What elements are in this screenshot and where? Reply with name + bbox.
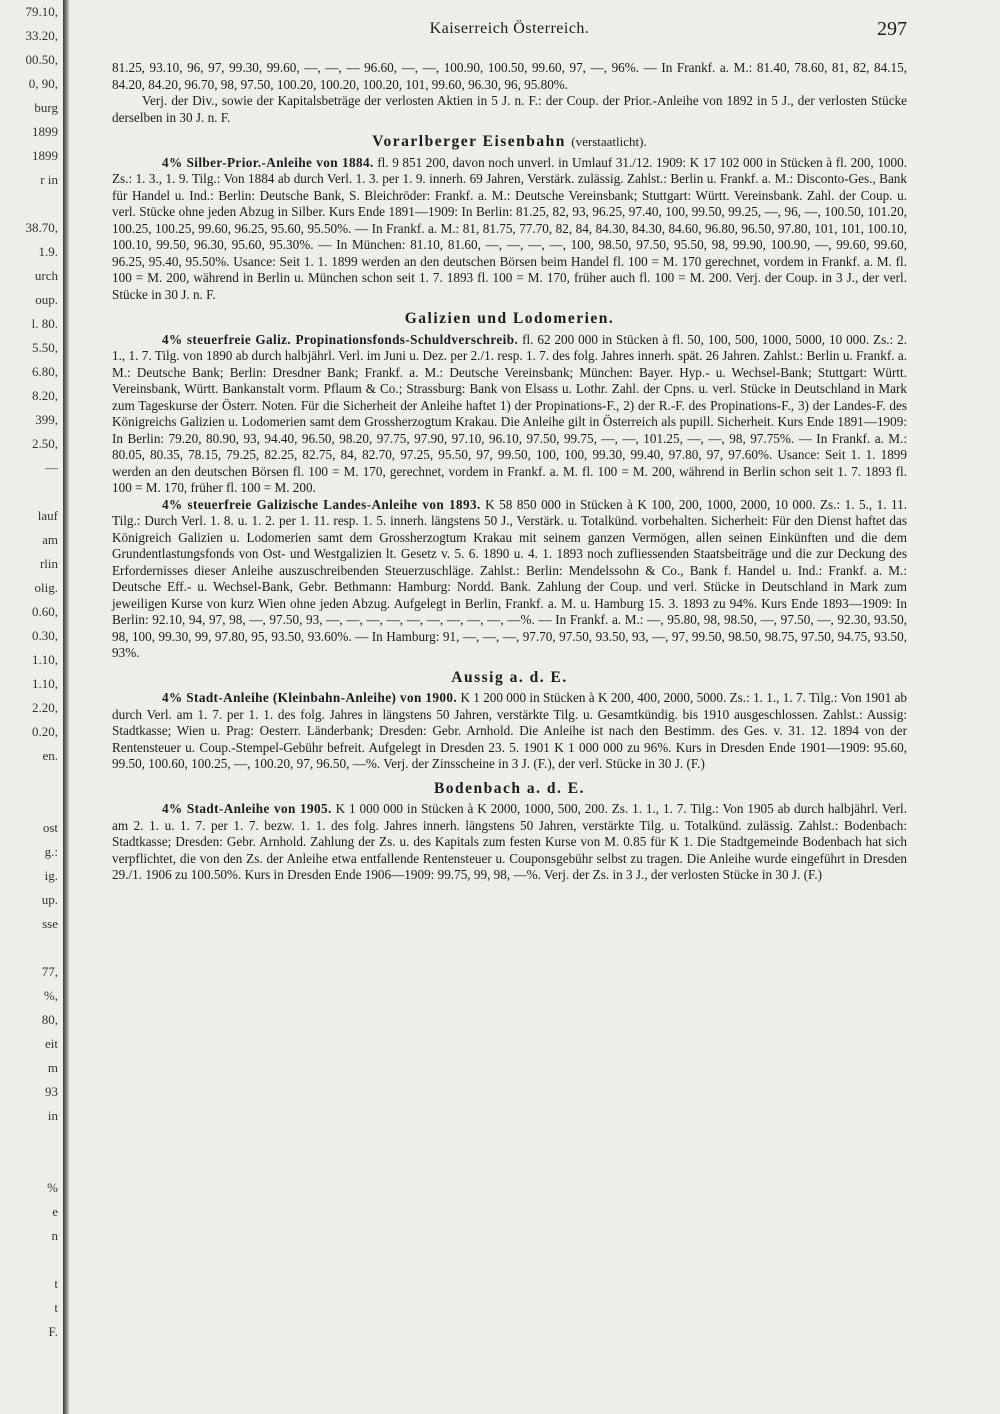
- margin-fragment: 1899: [32, 148, 58, 163]
- margin-fragment: 1.9.: [38, 244, 58, 259]
- margin-fragment: %: [47, 1180, 58, 1195]
- margin-fragment: n: [51, 1228, 58, 1243]
- margin-fragment: 80,: [41, 1012, 58, 1027]
- section-heading-text: Aussig a. d. E.: [451, 668, 568, 686]
- margin-fragment: [0, 1368, 60, 1392]
- margin-fragment: 2.20,: [32, 700, 58, 715]
- section-heading: [112, 134, 907, 151]
- margin-fragment: g.:: [44, 844, 58, 859]
- section-heading-text: Vorarlberger Eisenbahn: [372, 133, 566, 150]
- margin-fragment: r in: [40, 172, 58, 187]
- margin-fragment: 6.80,: [32, 364, 58, 379]
- margin-fragment: 93: [45, 1084, 58, 1099]
- book-gutter: [63, 0, 69, 1414]
- margin-fragment: 5.50,: [32, 340, 58, 355]
- running-head: Kaiserreich Österreich.: [429, 20, 590, 37]
- margin-fragment: —: [45, 460, 58, 475]
- margin-fragment: 77,: [41, 964, 58, 979]
- entry-paragraph: [112, 93, 907, 126]
- bond-title: 4% Stadt-Anleihe (Kleinbahn-Anleihe) von 1900.: [162, 690, 458, 705]
- margin-fragment: lauf: [37, 508, 58, 523]
- margin-fragment: [0, 1344, 60, 1368]
- entry-paragraph: [112, 332, 907, 497]
- entry-text: fl. 62 200 000 in Stücken à fl. 50, 100, 500, 1000, 5000, 10 000. Zs.: 2. 1., 1. 7. Tilg. von 1890 ab durch halbjährl. Verl. im Juni u. Dez. per 2./1. resp. 1. 7. des folg. Jahres innerh. spät. 26 Jahren. Zahlst.: Berlin u. Frankf. a. M.: Deutsche Bank; Berlin: Dresdner Bank; Frankf. a. M.: Deutsche Vereinsbank; München: Bayer. Hyp.- u. Wechsel-Bank; Stuttgart: Württ. Vereinsbank, Württ. Bankanstalt vorm. Pflaum & Co.; Strassburg: Bank von Elsass u. Lothr. Zahl. der Cpns. u. verl. Stücke in Deutschland in Mark zum Tageskurse der Österr. Noten. Für die Sicherheit der Anleihe haftet 1) der Propinations-F., 2) der R.-F. des Propinations-F., 3) der Landes-F. des Königreichs Galizien u. Lodomerien samt dem Grossherzogtum Krakau. Die Anleihe gilt in Österreich als pupill. Sicherheit. Kurs Ende 1891—1909: In Berlin: 79.20, 80.90, 93, 94.40, 96.50, 98.20, 97.75, 97.90, 97.10, 96.10, 97.50, 99.75, —, —, 101.25, —, —, 98, 97.75%. — In Frankf. a. M.: 80.05, 80.35, 78.15, 79.25, 82.25, 82.75, 84, 82.70, 97.25, 95.50, 97, 99.50, 100, 100, 99.30, 99.40, 97.80, 97, 97.60%. Usance: Seit 1. 1. 1899 werden an den deutschen Börsen fl. 100 = M. 170, gerechnet, vordem in Frankf. a. M. fl. 100 = M. 200, während in Berlin schon seit 1. 7. 1893 fl. 100 = M. 170, früher fl. 100 = M. 200.: [112, 331, 908, 495]
- margin-fragment: [0, 1128, 60, 1152]
- margin-fragment: 0.20,: [32, 724, 58, 739]
- bond-title: 4% steuerfreie Galiz. Propinationsfonds-Schuldverschreib.: [162, 331, 519, 347]
- section-heading-note: (verstaatlicht).: [571, 134, 647, 149]
- margin-fragment: %,: [43, 988, 58, 1003]
- margin-fragment: 79.10,: [25, 4, 58, 19]
- margin-fragment: 2.50,: [32, 436, 58, 451]
- margin-fragment: [0, 192, 60, 216]
- margin-fragment: 1.10,: [32, 676, 58, 691]
- margin-fragment: e: [52, 1204, 58, 1219]
- page-number: 297: [877, 18, 907, 40]
- margin-fragment: 1.10,: [32, 652, 58, 667]
- section-heading: [112, 781, 907, 798]
- margin-fragment: urch: [34, 268, 58, 283]
- entry-text: fl. 9 851 200, davon noch unverl. in Umlauf 31./12. 1909: K 17 102 000 in Stücken à fl. 200, 1000. Zs.: 1. 3., 1. 9. Tilg.: Von 1884 ab durch Verl. 1. 3. per 1. 9. innerh. 69 Jahren, Verstärk. zulässig. Zahlst.: Berlin u. Frankf. a. M.: Disconto-Ges., Bank für Handel u. Ind.: Berlin: Deutsche Bank, S. Bleichröder: Frankf. a. M.: Deutsche Vereinsbank; Stuttgart: Württ. Vereinsbank. Zahl. der Coup. u. verl. Stücke ohne jeden Abzug in Silber. Kurs Ende 1891—1909: In Berlin: 81.25, 82, 93, 96.25, 97.40, 100, 99.50, 99.25, —, 96, —, 100.50, 101.20, 100.25, 100.25, 99.60, 96.25, 95.60, 95.50%. — In Frankf. a. M.: 81, 81.75, 77.70, 82, 84, 84.30, 84.30, 84.60, 96.80, 96.50, 97.80, 101, 101, 100.10, 100.10, 99.50, 96.30, 95.60, 95.30%. — In München: 81.10, 81.60, —, —, —, —, 100, 98.50, 97.50, 95.50, 98, 99.90, 100.90, —, 99.60, 99.60, 96.25, 95.40, 95.50%. Usance: Seit 1. 1. 1899 werden an den deutschen Börsen beim Handel fl. 100 = M. 170 gerechnet, vordem in Frankf. a. M. fl. 100 = M. 200, während in Berlin u. München schon seit 1. 7. 1893 fl. 100 = M. 170, früher auch fl. 100 = M. 200. Verj. der Coup. in 3 J., der verl. Stücke in 30 J. n. F.: [112, 154, 907, 302]
- margin-fragment: [0, 1392, 60, 1414]
- bond-title: 4% Silber-Prior.-Anleihe von 1884.: [162, 154, 374, 170]
- page-body: [112, 60, 907, 884]
- margin-fragment: [0, 768, 60, 792]
- margin-fragment: [0, 936, 60, 960]
- margin-fragment: burg: [34, 100, 58, 115]
- margin-fragment: oup.: [35, 292, 58, 307]
- entry-paragraph: [112, 60, 907, 93]
- margin-fragment: t: [54, 1276, 58, 1291]
- margin-fragment: [0, 480, 60, 504]
- entry-paragraph: [112, 690, 907, 773]
- margin-fragment: in: [47, 1108, 58, 1123]
- margin-fragment: 1899: [32, 124, 58, 139]
- entry-text: K 1 200 000 in Stücken à K 200, 400, 2000, 5000. Zs.: 1. 1., 1. 7. Tilg.: Von 1901 ab durch Verl. am 1. 7. per 1. 1. des folg. Jahres in längstens 50 Jahren, verstärkte Tilg. u. Gesamtkündig. bis 1910 ausgeschlossen. Zahlst.: Aussig: Stadtkasse; Wien u. Prag: Oesterr. Länderbank; Dresden: Gebr. Arnhold. Die Anleihe ist nach den Bestimm. des Ges. v. 31. 12. 1894 von der Rentensteuer u. Coup.-Stempel-Gebühr befreit. Aufgelegt in Dresden 23. 5. 1901 K 1 000 000 zu 96%. Kurs in Dresden Ende 1901—1909: 95.60, 99.50, 100.60, 100.25, —, 100.20, 97, 96.50, —%. Verj. der Zinsscheine in 3 J. (F.), der verl. Stücke in 30 J. (F.): [112, 690, 908, 771]
- margin-fragment: F.: [48, 1324, 58, 1339]
- margin-fragment: en.: [42, 748, 58, 763]
- bond-title: 4% Stadt-Anleihe von 1905.: [162, 801, 332, 816]
- entry-paragraph: [112, 155, 907, 304]
- entry-paragraph: [112, 497, 907, 662]
- margin-fragment: [0, 1152, 60, 1176]
- margin-fragment: 8.20,: [32, 388, 58, 403]
- entry-text: K 1 000 000 in Stücken à K 2000, 1000, 500, 200. Zs. 1. 1., 1. 7. Tilg.: Von 1905 ab durch halbjährl. Verl. am 2. 1. u. 1. 7. per 1. 7. bezw. 1. 1. des folg. Jahres innerh. längstens 50 Jahren, verstärkte Tilg. u. Totalkünd. zulässig. Zahlst.: Bodenbach: Stadtkasse; Dresden: Gebr. Arnhold. Zahlung der Zs. u. des Kapitals zum festen Kurse von M. 0.85 für K 1. Die Stadtgemeinde Bodenbach hat sich verpflichtet, die von den Zs. der Anleihe etwa entfallende Rentensteuer u. Couponsgebühr selbst zu tragen. Die Anleihe wurde eingeführt in Dresden 29./1. 1906 zu 100.50%. Kurs in Dresden Ende 1906—1909: 99.75, 99, 98, —%. Verj. der Zs. in 3 J., der verlosten Stücke in 30 J. (F.): [112, 801, 907, 882]
- margin-fragment: 0.60,: [32, 604, 58, 619]
- margin-fragment: [0, 792, 60, 816]
- section-heading-text: Galizien und Lodomerien.: [404, 310, 615, 327]
- margin-fragment: 0, 90,: [28, 76, 58, 91]
- margin-fragment: am: [42, 532, 58, 547]
- entry-text: K 58 850 000 in Stücken à K 100, 200, 1000, 2000, 10 000. Zs.: 1. 5., 1. 11. Tilg.: Durch Verl. 1. 8. u. 1. 2. per 1. 11. resp. 1. 5. innerh. längstens 50 J., Verstärk. u. Totalkünd. vorbehalten. Sicherheit: Für den Dienst haftet das Königreich Galizien u. Lodomerien samt dem Grossherzogtum Krakau mit seinem ganzen Vermögen, allen seinen Einkünften und die dem Grundentlastungsfonds von Ost- und Westgalizien lt. Gesetz v. 5. 6. 1890 u. 4. 1. 1893 noch zufliessenden Staatsbeiträge und die zur Deckung des Erfordernisses dieser Anleihe auszuschreibenden Steuerzuschläge. Zahlst.: Berlin: Mendelssohn & Co., Bank f. Handel u. Ind.: Frankf. a. M.: Deutsche Eff.- u. Wechsel-Bank, Gebr. Bethmann: Hamburg: Nordd. Bank. Zahlung der Coup. und verl. Stücke in Deutschland in Mark zum jeweiligen Kurse von kurz Wien ohne jeden Abzug. Aufgelegt in Berlin, Frankf. a. M. u. Hamburg 15. 3. 1893 zu 94%. Kurs Ende 1893—1909: In Berlin: 92.10, 94, 97, 98, —, 97.50, 93, —, —, —, —, —, —, —, —, —, —%. — In Frankf. a. M.: —, 95.80, 98, 98.50, —, 97.50, —, 92.30, 93.50, 98, 100, 99.30, 99, 97.80, 95, 93.50, 93.60%. — In Hamburg: 91, —, —, —, 97.70, 97.50, 93.50, 93, —, 97, 99.50, 98.50, 98.75, 97.50, 94.75, 93.50, 93%.: [112, 496, 907, 660]
- section-heading-text: Bodenbach a. d. E.: [433, 779, 586, 797]
- margin-fragment: sse: [42, 916, 58, 931]
- margin-fragment: 0.30,: [32, 628, 58, 643]
- margin-fragment: up.: [41, 892, 58, 907]
- margin-fragment: ig.: [44, 868, 58, 883]
- margin-fragment: [0, 1248, 60, 1272]
- entry-text: Verj. der Div., sowie der Kapitalsbeträge der verlosten Aktien in 5 J. n. F.: der Coup. der Prior.-Anleihe von 1892 in 5 J., der verlosten Stücke derselben in 30 J. n. F.: [112, 93, 907, 125]
- adjacent-page-margin: [0, 0, 60, 1414]
- entry-text: 81.25, 93.10, 96, 97, 99.30, 99.60, —, —, — 96.60, —, —, 100.90, 100.50, 99.60, 97, —, 96%. — In Frankf. a. M.: 81.40, 78.60, 81, 82, 84.15, 84.20, 84.20, 96.70, 98, 97.50, 100.20, 100.20, 100.20, 101, 99.60, 96.30, 96, 95.80%.: [112, 60, 907, 92]
- margin-fragment: 33.20,: [25, 28, 58, 43]
- margin-fragment: ost: [42, 820, 58, 835]
- margin-fragment: rlin: [39, 556, 58, 571]
- margin-fragment: 00.50,: [25, 52, 58, 67]
- entry-paragraph: [112, 801, 907, 884]
- margin-fragment: t: [54, 1300, 58, 1315]
- margin-fragment: m: [47, 1060, 58, 1075]
- section-heading: [112, 670, 907, 687]
- margin-fragment: l. 80.: [31, 316, 58, 331]
- margin-fragment: 399,: [35, 412, 58, 427]
- page-header: [112, 20, 907, 46]
- margin-fragment: eit: [45, 1036, 58, 1051]
- margin-fragment: 38.70,: [25, 220, 58, 235]
- bond-title: 4% steuerfreie Galizische Landes-Anleihe von 1893.: [162, 496, 481, 512]
- section-heading: [112, 311, 907, 328]
- margin-fragment: olig.: [34, 580, 58, 595]
